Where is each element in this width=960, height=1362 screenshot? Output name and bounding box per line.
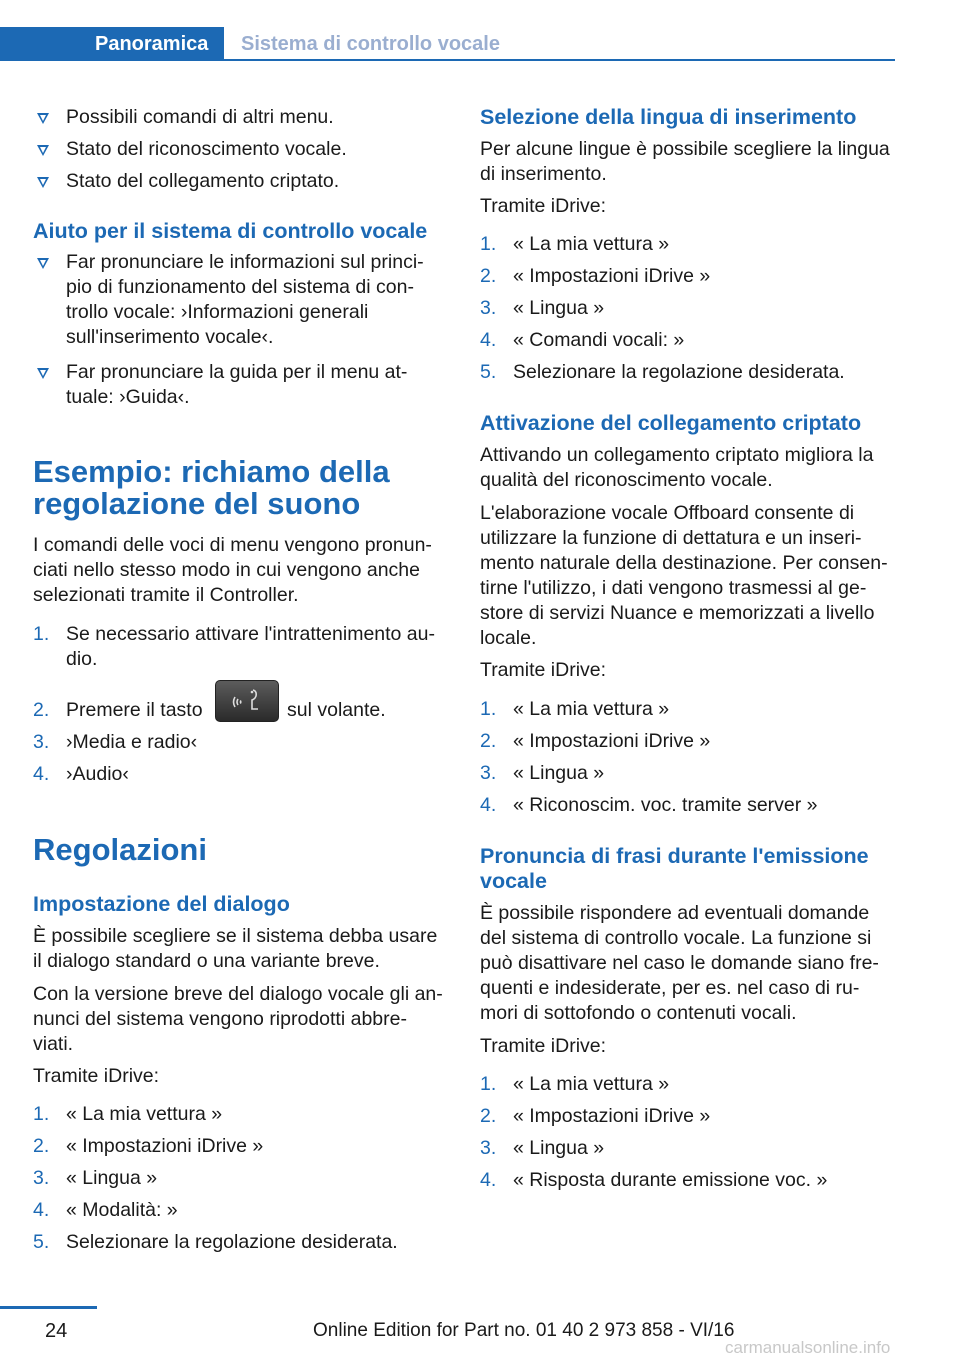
bullet-triangle-icon [37,368,49,379]
step-number: 5. [480,361,497,383]
paragraph-line: Attivando un collegamento criptato migliora la [480,444,874,466]
step-text: « Risposta durante emissione voc. » [513,1169,828,1191]
bullet-line: sull'inserimento vocale‹. [66,326,274,348]
step-text: Selezionare la regolazione desiderata. [66,1231,398,1253]
paragraph-line: di inserimento. [480,163,607,185]
step-text: « Lingua » [513,762,605,784]
step-text: « Lingua » [513,297,605,319]
paragraph-line: quenti e indesiderate, per es. nel caso di ru- [480,977,860,999]
paragraph-line: selezionati tramite il Controller. [33,584,299,606]
bullet-text: Stato del collegamento criptato. [66,170,340,192]
step-text: dio. [66,648,98,670]
example-heading-line-1: Esempio: richiamo della [33,454,390,489]
step-number: 2. [480,1105,497,1127]
bullet-text: Possibili comandi di altri menu. [66,106,334,128]
step-text: « Impostazioni iDrive » [66,1135,264,1157]
paragraph-line: Tramite iDrive: [480,195,607,217]
example-heading-line-2: regolazione del suono [33,486,361,521]
paragraph-line: Tramite iDrive: [480,1035,607,1057]
voice-control-button-icon [215,680,279,722]
page-header [0,27,895,62]
bullet-line: Far pronunciare la guida per il menu at- [66,361,408,383]
tab-panoramica[interactable]: Panoramica [0,27,224,61]
paragraph-line: del sistema di controllo vocale. La funzione si [480,927,872,949]
step-text: Se necessario attivare l'intrattenimento au- [66,623,435,645]
bullet-triangle-icon [37,145,49,156]
step-text: « Impostazioni iDrive » [513,730,711,752]
page-number: 24 [45,1320,68,1342]
bullet-line: pio di funzionamento del sistema di con- [66,276,414,298]
step-text: « Impostazioni iDrive » [513,1105,711,1127]
language-heading: Selezione della lingua di inserimento [480,105,857,129]
paragraph-line: può disattivare nel caso le domande siano fre- [480,952,879,974]
header-rule [0,59,895,61]
paragraph-line: È possibile scegliere se il sistema debba usare [33,925,438,947]
step-number: 2. [33,1135,50,1157]
step-text: « Riconoscim. voc. tramite server » [513,794,818,816]
paragraph-line: qualità del riconoscimento vocale. [480,469,773,491]
step-number: 3. [480,297,497,319]
edition-text: Online Edition for Part no. 01 40 2 973 858 - VI/16 [313,1320,735,1341]
settings-heading: Regolazioni [33,832,207,867]
step-number: 5. [33,1231,50,1253]
step-text: « Modalità: » [66,1199,178,1221]
step-text: « La mia vettura » [66,1103,223,1125]
paragraph-line: store di servizi Nuance e memorizzati a livello [480,602,875,624]
voice-wave-icon [231,687,263,715]
step-number: 1. [480,698,497,720]
step-number: 2. [480,265,497,287]
step-number: 3. [33,1167,50,1189]
step-number: 1. [480,1073,497,1095]
step-number: 2. [480,730,497,752]
step-text: « Lingua » [66,1167,158,1189]
paragraph-line: locale. [480,627,537,649]
paragraph-line: tirne l'utilizzo, i dati vengono trasmessi al ge- [480,577,867,599]
step-text: « Lingua » [513,1137,605,1159]
paragraph-line: Tramite iDrive: [33,1065,160,1087]
paragraph-line: I comandi delle voci di menu vengono pronun- [33,534,432,556]
paragraph-line: È possibile rispondere ad eventuali domande [480,902,870,924]
step-text: Selezionare la regolazione desiderata. [513,361,845,383]
step-number: 1. [480,233,497,255]
paragraph-line: utilizzare la funzione di dettatura e un inseri- [480,527,862,549]
paragraph-line: Tramite iDrive: [480,659,607,681]
paragraph-line: ciati nello stesso modo in cui vengono anche [33,559,420,581]
paragraph-line: Con la versione breve del dialogo vocale gli an- [33,983,443,1005]
step-text: « La mia vettura » [513,1073,670,1095]
step-text: « Comandi vocali: » [513,329,685,351]
step-number: 4. [480,1169,497,1191]
encryption-heading: Attivazione del collegamento criptato [480,411,862,435]
step-text: « La mia vettura » [513,233,670,255]
paragraph-line: il dialogo standard o una variante breve. [33,950,380,972]
speak-heading-line-2: vocale [480,869,547,893]
step-number: 3. [33,731,50,753]
bullet-line: Far pronunciare le informazioni sul princi- [66,251,424,273]
bullet-triangle-icon [37,258,49,269]
bullet-text: Stato del riconoscimento vocale. [66,138,347,160]
step-text: « Impostazioni iDrive » [513,265,711,287]
dialog-heading: Impostazione del dialogo [33,892,290,916]
watermark-text: carmanualsonline.info [725,1338,891,1357]
step-number: 4. [480,329,497,351]
step-number: 3. [480,1137,497,1159]
paragraph-line: L'elaborazione vocale Offboard consente di [480,502,855,524]
help-heading: Aiuto per il sistema di controllo vocale [33,219,428,243]
tab-sistema-controllo-vocale[interactable]: Sistema di controllo vocale [241,33,500,55]
bullet-triangle-icon [37,177,49,188]
bullet-line: tuale: ›Guida‹. [66,386,190,408]
step-number: 4. [480,794,497,816]
paragraph-line: mento naturale della destinazione. Per consen- [480,552,888,574]
step-text: Premere il tasto [66,699,203,721]
footer-rule [0,1306,97,1309]
step-text: sul volante. [287,699,386,721]
paragraph-line: viati. [33,1033,74,1055]
paragraph-line: nunci del sistema vengono riprodotti abbre- [33,1008,407,1030]
step-text: ›Audio‹ [66,763,129,785]
step-text: ›Media e radio‹ [66,731,198,753]
step-number: 1. [33,1103,50,1125]
step-text: « La mia vettura » [513,698,670,720]
step-number: 1. [33,623,50,645]
speak-heading-line-1: Pronuncia di frasi durante l'emissione [480,844,869,868]
step-number: 4. [33,1199,50,1221]
paragraph-line: mori di sottofondo o contenuti vocali. [480,1002,797,1024]
bullet-line: trollo vocale: ›Informazioni generali [66,301,369,323]
step-number: 3. [480,762,497,784]
bullet-triangle-icon [37,113,49,124]
step-number: 4. [33,763,50,785]
step-number: 2. [33,699,50,721]
paragraph-line: Per alcune lingue è possibile scegliere la lingua [480,138,890,160]
